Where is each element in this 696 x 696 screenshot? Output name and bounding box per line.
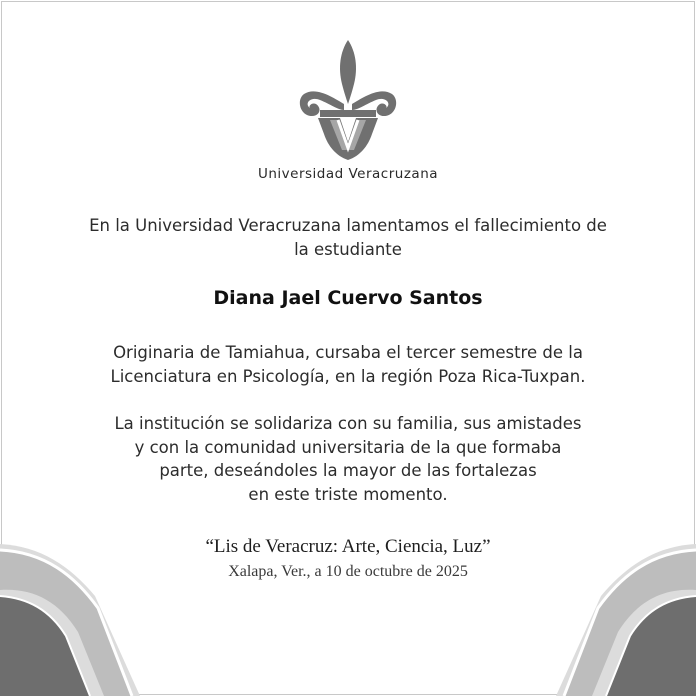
intro-line: la estudiante [294, 239, 402, 259]
bio-line: Originaria de Tamiahua, cursaba el tercer semestre de la [113, 343, 583, 362]
university-logo-icon [298, 38, 398, 162]
university-name: Universidad Veracruzana [257, 166, 439, 182]
right-corner-decoration [526, 536, 696, 696]
bio-paragraph [60, 341, 636, 388]
condolence-line: en este triste momento. [248, 484, 448, 504]
left-corner-decoration [0, 536, 170, 696]
university-motto: “Lis de Veracruz: Arte, Ciencia, Luz” [205, 536, 491, 557]
intro-line: En la Universidad Veracruzana lamentamos el fallecimiento de [89, 216, 607, 235]
condolence-line: y con la comunidad universitaria de la que formaba [134, 437, 562, 457]
deceased-name: Diana Jael Cuervo Santos [213, 287, 483, 309]
condolence-paragraph [60, 412, 636, 506]
condolence-line: La institución se solidariza con su familia, sus amistades [114, 414, 582, 433]
place-date: Xalapa, Ver., a 10 de octubre de 2025 [228, 563, 468, 580]
bio-line: Licenciatura en Psicología, en la región Poza Rica-Tuxpan. [110, 366, 586, 386]
intro-paragraph [60, 214, 636, 261]
condolence-line: parte, deseándoles la mayor de las fortalezas [159, 461, 537, 480]
